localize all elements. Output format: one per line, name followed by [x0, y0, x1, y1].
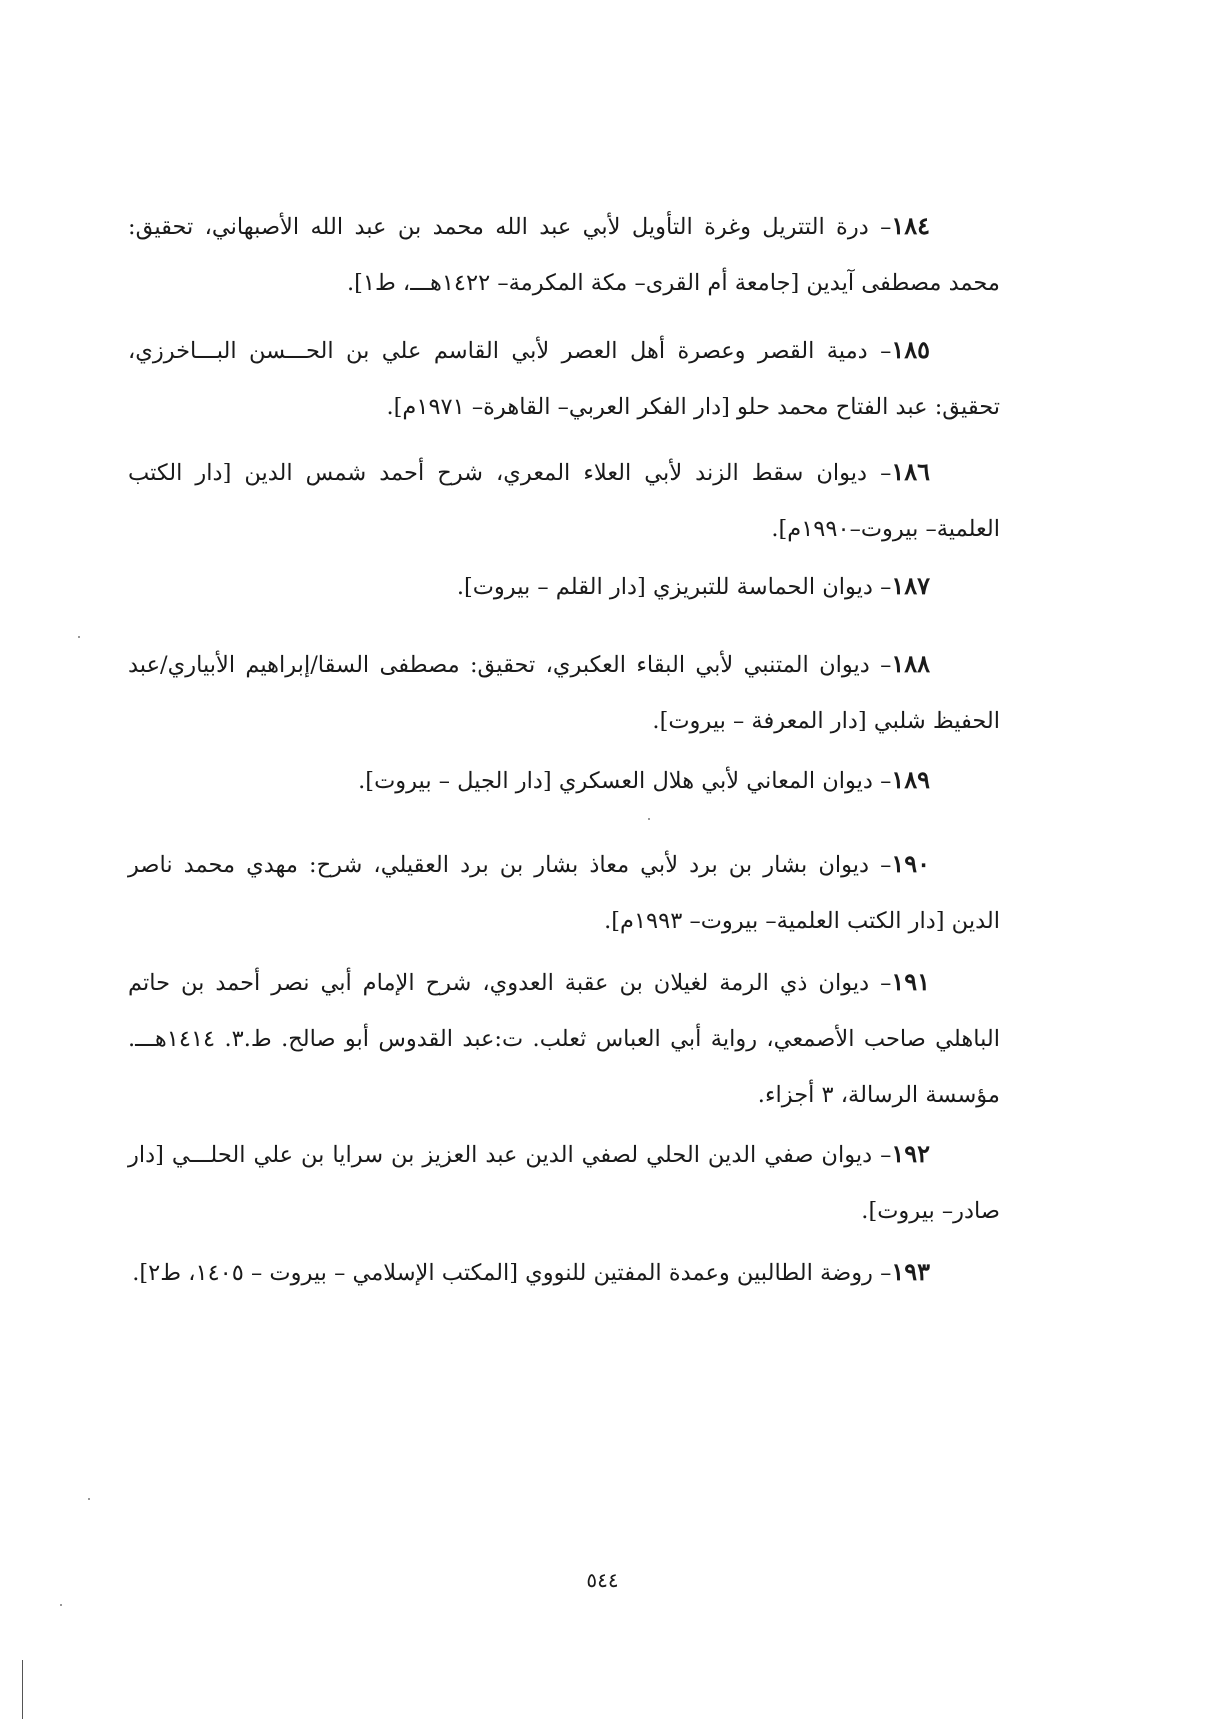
scan-speck	[88, 1498, 90, 1500]
bibliography-entry-187	[128, 558, 1000, 615]
entry-number: ١٨٩	[891, 765, 930, 794]
entry-text: – ديوان سقط الزند لأبي العلاء المعري، شرح أحمد شمس الدين [دار الكتب العلمية– بيروت–١٩٩٠م].	[128, 460, 1000, 542]
entry-text: – درة التتريل وغرة التأويل لأبي عبد الله محمد بن عبد الله الأصبهاني، تحقيق: محمد مصطفى آيدين [جامعة أم القرى– مكة المكرمة– ١٤٢٢هـــ، ط١].	[128, 214, 1000, 296]
entry-text: – دمية القصر وعصرة أهل العصر لأبي القاسم علي بن الحـــسن البـــاخرزي، تحقيق: عبد الفتاح محمد حلو [دار الفكر العربي– القاهرة– ١٩٧١م].	[128, 338, 1000, 420]
bibliography-entry-192	[128, 1126, 1000, 1239]
entry-number: ١٨٤	[891, 211, 930, 240]
entry-text: – روضة الطالبين وعمدة المفتين للنووي [المكتب الإسلامي – بيروت – ١٤٠٥، ط٢].	[132, 1260, 892, 1286]
bibliography-entry-190	[128, 836, 1000, 949]
bibliography-entry-191	[128, 954, 1000, 1123]
bibliography-entry-189	[128, 752, 1000, 809]
bibliography-entry-193	[128, 1244, 1000, 1301]
entry-number: ١٩١	[891, 967, 930, 996]
entry-text: – ديوان صفي الدين الحلي لصفي الدين عبد العزيز بن سرايا بن علي الحلـــي [دار صادر– بيروت].	[128, 1142, 1000, 1224]
entry-text: – ديوان ذي الرمة لغيلان بن عقبة العدوي، شرح الإمام أبي نصر أحمد بن حاتم الباهلي صاحب الأصمعي، رواية أبي العباس ثعلب. ت:عبد القدوس أبو صالح. ط.٣. ١٤١٤هـــ. مؤسسة الرسالة، ٣ أجزاء.	[128, 970, 1000, 1108]
entry-number: ١٨٧	[891, 571, 930, 600]
entry-number: ١٨٨	[891, 649, 930, 678]
entry-number: ١٩٣	[891, 1257, 930, 1286]
entry-text: – ديوان الحماسة للتبريزي [دار القلم – بيروت].	[456, 574, 892, 600]
entry-text: – ديوان بشار بن برد لأبي معاذ بشار بن برد العقيلي، شرح: مهدي محمد ناصر الدين [دار الكتب العلمية– بيروت– ١٩٩٣م].	[128, 852, 1000, 934]
entry-number: ١٨٦	[891, 457, 930, 486]
bibliography-entry-184	[128, 198, 1000, 311]
scan-speck	[60, 1604, 62, 1606]
scan-edge-line	[22, 1660, 23, 1719]
scan-speck	[648, 818, 650, 820]
page-number: ٥٤٤	[586, 1568, 619, 1592]
entry-number: ١٨٥	[891, 335, 930, 364]
entry-text: – ديوان المعاني لأبي هلال العسكري [دار الجيل – بيروت].	[358, 768, 892, 794]
entry-text: – ديوان المتنبي لأبي البقاء العكبري، تحقيق: مصطفى السقا/إبراهيم الأبياري/عبد الحفيظ شلبي [دار المعرفة – بيروت].	[128, 652, 1000, 734]
scan-speck	[78, 636, 80, 638]
bibliography-entry-188	[128, 636, 1000, 749]
entry-number: ١٩٠	[891, 849, 930, 878]
entry-number: ١٩٢	[891, 1139, 930, 1168]
bibliography-entry-185	[128, 322, 1000, 435]
bibliography-entry-186	[128, 444, 1000, 557]
